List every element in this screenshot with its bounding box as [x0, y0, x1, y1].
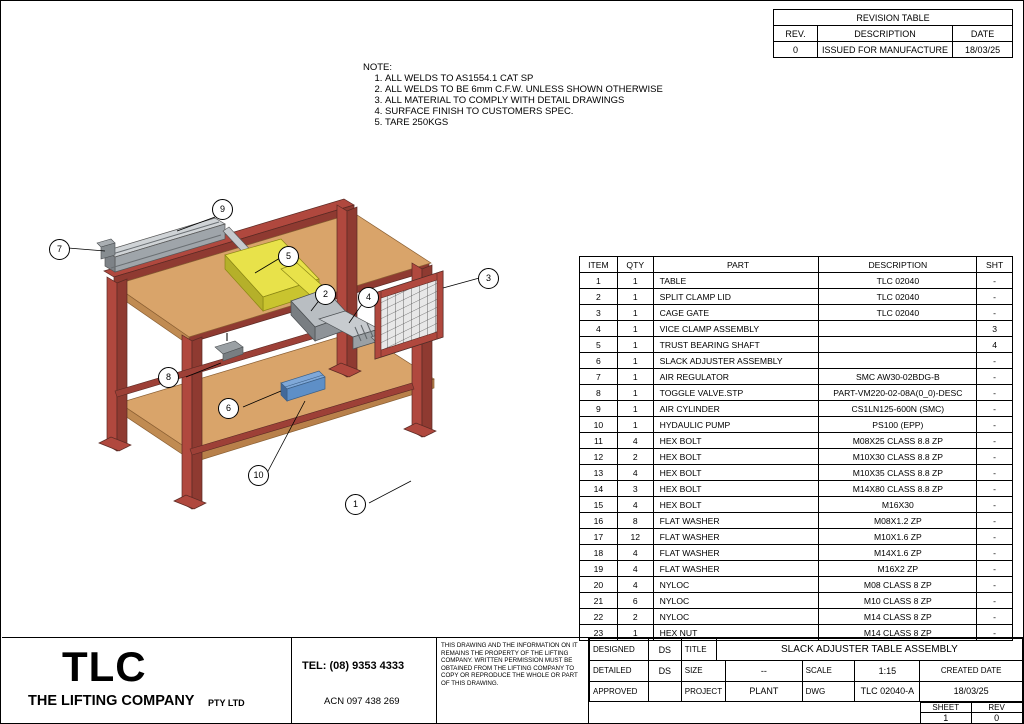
- bom-header-row: [580, 257, 1013, 273]
- table-row: [580, 449, 1013, 465]
- dwg-value: TLC 02040-A: [855, 681, 920, 701]
- bom-item: 15: [580, 497, 618, 513]
- bom-part: HEX BOLT: [653, 465, 819, 481]
- bom-description: TLC 02040: [819, 289, 977, 305]
- bom-qty: 1: [617, 273, 653, 289]
- bom-sht: -: [977, 545, 1013, 561]
- balloon-2: 2: [315, 284, 336, 305]
- revision-date: 18/03/25: [953, 42, 1013, 58]
- bom-part: FLAT WASHER: [653, 545, 819, 561]
- bom-qty: 1: [617, 417, 653, 433]
- bom-description: [819, 337, 977, 353]
- bom-qty: 4: [617, 465, 653, 481]
- bom-description: M10 CLASS 8 ZP: [819, 593, 977, 609]
- bom-sht: -: [977, 273, 1013, 289]
- bom-qty: 1: [617, 385, 653, 401]
- table-row: [580, 529, 1013, 545]
- bom-part: HEX BOLT: [653, 481, 819, 497]
- notes-title: NOTE:: [363, 62, 393, 73]
- note-item: 2. ALL WELDS TO BE 6mm C.F.W. UNLESS SHOWN OTHERWISE: [385, 84, 663, 95]
- bom-sht: -: [977, 369, 1013, 385]
- revision-table-title: REVISION TABLE: [774, 10, 1013, 26]
- bom-description: SMC AW30-02BDG-B: [819, 369, 977, 385]
- bom-item: 21: [580, 593, 618, 609]
- bill-of-materials-table: [579, 256, 1013, 641]
- title-block-fields: [589, 638, 1023, 724]
- revision-table: [773, 9, 1013, 58]
- size-label: SIZE: [681, 661, 725, 681]
- company-suffix: PTY LTD: [208, 698, 245, 708]
- bom-part: NYLOC: [653, 609, 819, 625]
- bom-description: M10X1.6 ZP: [819, 529, 977, 545]
- bom-part: VICE CLAMP ASSEMBLY: [653, 321, 819, 337]
- sheet-label: SHEET: [920, 703, 971, 713]
- bom-sht: -: [977, 305, 1013, 321]
- bom-part: FLAT WASHER: [653, 561, 819, 577]
- bom-sht: -: [977, 561, 1013, 577]
- bom-part: FLAT WASHER: [653, 513, 819, 529]
- bom-description: [819, 353, 977, 369]
- bom-qty: 1: [617, 369, 653, 385]
- bom-item: 1: [580, 273, 618, 289]
- bom-sht: -: [977, 481, 1013, 497]
- balloon-layer: [19, 151, 569, 601]
- bom-description: M10X35 CLASS 8.8 ZP: [819, 465, 977, 481]
- notes-block: [363, 62, 663, 128]
- bom-item: 6: [580, 353, 618, 369]
- bom-header-sht: SHT: [977, 257, 1013, 273]
- bom-description: M10X30 CLASS 8.8 ZP: [819, 449, 977, 465]
- bom-part: SPLIT CLAMP LID: [653, 289, 819, 305]
- bom-description: M08X1.2 ZP: [819, 513, 977, 529]
- bom-description: M14 CLASS 8 ZP: [819, 609, 977, 625]
- bom-header-description: DESCRIPTION: [819, 257, 977, 273]
- bom-qty: 4: [617, 577, 653, 593]
- bom-description: PART-VM220-02-08A(0_0)-DESC: [819, 385, 977, 401]
- bom-part: HEX BOLT: [653, 449, 819, 465]
- company-contact-block: [292, 638, 437, 724]
- table-row: [580, 577, 1013, 593]
- bom-part: AIR CYLINDER: [653, 401, 819, 417]
- bom-item: 18: [580, 545, 618, 561]
- table-row: [580, 273, 1013, 289]
- acn-number: ACN 097 438 269: [324, 696, 400, 707]
- bom-sht: -: [977, 385, 1013, 401]
- table-row: [580, 321, 1013, 337]
- table-row: [580, 417, 1013, 433]
- bom-qty: 1: [617, 353, 653, 369]
- bom-item: 20: [580, 577, 618, 593]
- bom-part: HEX BOLT: [653, 433, 819, 449]
- balloon-9: 9: [212, 199, 233, 220]
- bom-item: 23: [580, 625, 618, 641]
- table-row: [580, 353, 1013, 369]
- company-subtitle: THE LIFTING COMPANY: [28, 693, 195, 709]
- bom-item: 14: [580, 481, 618, 497]
- detailed-label: DETAILED: [590, 661, 649, 681]
- table-row: [580, 593, 1013, 609]
- bom-item: 11: [580, 433, 618, 449]
- revision-rev: 0: [774, 42, 818, 58]
- balloon-1: 1: [345, 494, 366, 515]
- scale-label: SCALE: [802, 661, 855, 681]
- bom-item: 8: [580, 385, 618, 401]
- bom-sht: -: [977, 593, 1013, 609]
- bom-item: 13: [580, 465, 618, 481]
- bom-sht: -: [977, 465, 1013, 481]
- designed-value: DS: [648, 639, 681, 661]
- bom-description: M14X1.6 ZP: [819, 545, 977, 561]
- bom-header-item: ITEM: [580, 257, 618, 273]
- bom-qty: 12: [617, 529, 653, 545]
- bom-part: SLACK ADJUSTER ASSEMBLY: [653, 353, 819, 369]
- table-row: [580, 513, 1013, 529]
- bom-qty: 1: [617, 401, 653, 417]
- note-item: 3. ALL MATERIAL TO COMPLY WITH DETAIL DRAWINGS: [385, 95, 663, 106]
- table-row: [580, 545, 1013, 561]
- bom-qty: 1: [617, 305, 653, 321]
- bom-sht: -: [977, 577, 1013, 593]
- detailed-value: DS: [648, 661, 681, 681]
- table-row: [580, 337, 1013, 353]
- bom-description: PS100 (EPP): [819, 417, 977, 433]
- balloon-8: 8: [158, 367, 179, 388]
- bom-sht: -: [977, 497, 1013, 513]
- table-row: [580, 289, 1013, 305]
- legal-notice: THIS DRAWING AND THE INFORMATION ON IT REMAINS THE PROPERTY OF THE LIFTING COMPANY. WRITTEN PERMISSION MUST BE OBTAINED FROM THE LIFTING COMPANY TO COPY OR REPRODUCE THE WHOLE OR PART OF THIS DRAWING.: [437, 638, 589, 724]
- bom-part: HEX BOLT: [653, 497, 819, 513]
- title-block: [2, 637, 1023, 723]
- bom-description: TLC 02040: [819, 273, 977, 289]
- revision-header-description: DESCRIPTION: [817, 26, 952, 42]
- bom-qty: 4: [617, 433, 653, 449]
- bom-description: [819, 321, 977, 337]
- bom-qty: 1: [617, 321, 653, 337]
- bom-item: 10: [580, 417, 618, 433]
- bom-sht: -: [977, 417, 1013, 433]
- size-value: --: [726, 661, 803, 681]
- bom-qty: 1: [617, 337, 653, 353]
- bom-qty: 3: [617, 481, 653, 497]
- bom-item: 12: [580, 449, 618, 465]
- bom-qty: 6: [617, 593, 653, 609]
- table-row: [580, 609, 1013, 625]
- balloon-5: 5: [278, 246, 299, 267]
- table-row: [580, 497, 1013, 513]
- table-row: [580, 561, 1013, 577]
- note-item: 4. SURFACE FINISH TO CUSTOMERS SPEC.: [385, 106, 663, 117]
- table-row: [580, 481, 1013, 497]
- created-date-value: 18/03/25: [920, 681, 1023, 701]
- bom-part: FLAT WASHER: [653, 529, 819, 545]
- bom-item: 19: [580, 561, 618, 577]
- bom-qty: 8: [617, 513, 653, 529]
- note-item: 5. TARE 250KGS: [385, 117, 663, 128]
- bom-item: 5: [580, 337, 618, 353]
- bom-sht: -: [977, 433, 1013, 449]
- balloon-6: 6: [218, 398, 239, 419]
- bom-sht: -: [977, 625, 1013, 641]
- balloon-7: 7: [49, 239, 70, 260]
- bom-qty: 4: [617, 497, 653, 513]
- bom-part: HYDAULIC PUMP: [653, 417, 819, 433]
- table-row: [580, 433, 1013, 449]
- bom-item: 4: [580, 321, 618, 337]
- company-logo-block: [2, 638, 292, 724]
- revision-row: [774, 42, 1013, 58]
- dwg-label: DWG: [802, 681, 855, 701]
- bom-part: TRUST BEARING SHAFT: [653, 337, 819, 353]
- bom-item: 7: [580, 369, 618, 385]
- bom-description: M14 CLASS 8 ZP: [819, 625, 977, 641]
- bom-item: 2: [580, 289, 618, 305]
- scale-value: 1:15: [855, 661, 920, 681]
- bom-description: CS1LN125-600N (SMC): [819, 401, 977, 417]
- bom-qty: 1: [617, 625, 653, 641]
- isometric-assembly-drawing: [19, 151, 569, 601]
- note-item: 1. ALL WELDS TO AS1554.1 CAT SP: [385, 73, 663, 84]
- bom-sht: 3: [977, 321, 1013, 337]
- bom-qty: 2: [617, 449, 653, 465]
- table-row: [580, 385, 1013, 401]
- bom-header-part: PART: [653, 257, 819, 273]
- bom-description: M16X2 ZP: [819, 561, 977, 577]
- revision-description: ISSUED FOR MANUFACTURE: [817, 42, 952, 58]
- project-value: PLANT: [726, 681, 803, 701]
- bom-sht: -: [977, 289, 1013, 305]
- drawing-title-value: SLACK ADJUSTER TABLE ASSEMBLY: [716, 639, 1022, 661]
- bom-sht: 4: [977, 337, 1013, 353]
- bom-item: 22: [580, 609, 618, 625]
- approved-value: [648, 681, 681, 701]
- bom-qty: 4: [617, 561, 653, 577]
- telephone: TEL: (08) 9353 4333: [302, 660, 405, 672]
- approved-label: APPROVED: [590, 681, 649, 701]
- balloon-10: 10: [248, 465, 269, 486]
- bom-part: TABLE: [653, 273, 819, 289]
- revision-header-date: DATE: [953, 26, 1013, 42]
- rev-value: 0: [971, 713, 1022, 724]
- bom-item: 17: [580, 529, 618, 545]
- balloon-4: 4: [358, 287, 379, 308]
- bom-part: TOGGLE VALVE.STP: [653, 385, 819, 401]
- notes-list: [363, 73, 663, 128]
- bom-part: AIR REGULATOR: [653, 369, 819, 385]
- bom-sht: -: [977, 449, 1013, 465]
- balloon-3: 3: [478, 268, 499, 289]
- bom-item: 3: [580, 305, 618, 321]
- table-row: [580, 305, 1013, 321]
- bom-sht: -: [977, 513, 1013, 529]
- bom-header-qty: QTY: [617, 257, 653, 273]
- company-logo-text: TLC: [62, 643, 147, 690]
- bom-sht: -: [977, 401, 1013, 417]
- bom-qty: 4: [617, 545, 653, 561]
- sheet-value: 1: [920, 713, 971, 724]
- bom-qty: 1: [617, 289, 653, 305]
- bom-sht: -: [977, 353, 1013, 369]
- created-date-label: CREATED DATE: [920, 661, 1023, 681]
- revision-header-rev: REV.: [774, 26, 818, 42]
- title-label: TITLE: [681, 639, 716, 661]
- bom-part: HEX NUT: [653, 625, 819, 641]
- bom-part: NYLOC: [653, 577, 819, 593]
- bom-sht: -: [977, 529, 1013, 545]
- bom-description: M16X30: [819, 497, 977, 513]
- bom-item: 9: [580, 401, 618, 417]
- designed-label: DESIGNED: [590, 639, 649, 661]
- project-label: PROJECT: [681, 681, 725, 701]
- bom-description: M08 CLASS 8 ZP: [819, 577, 977, 593]
- rev-label: REV: [971, 703, 1022, 713]
- bom-description: M08X25 CLASS 8.8 ZP: [819, 433, 977, 449]
- bom-sht: -: [977, 609, 1013, 625]
- bom-part: CAGE GATE: [653, 305, 819, 321]
- bom-part: NYLOC: [653, 593, 819, 609]
- bom-item: 16: [580, 513, 618, 529]
- bom-description: M14X80 CLASS 8.8 ZP: [819, 481, 977, 497]
- table-row: [580, 369, 1013, 385]
- bom-qty: 2: [617, 609, 653, 625]
- bom-description: TLC 02040: [819, 305, 977, 321]
- table-row: [580, 465, 1013, 481]
- table-row: [580, 401, 1013, 417]
